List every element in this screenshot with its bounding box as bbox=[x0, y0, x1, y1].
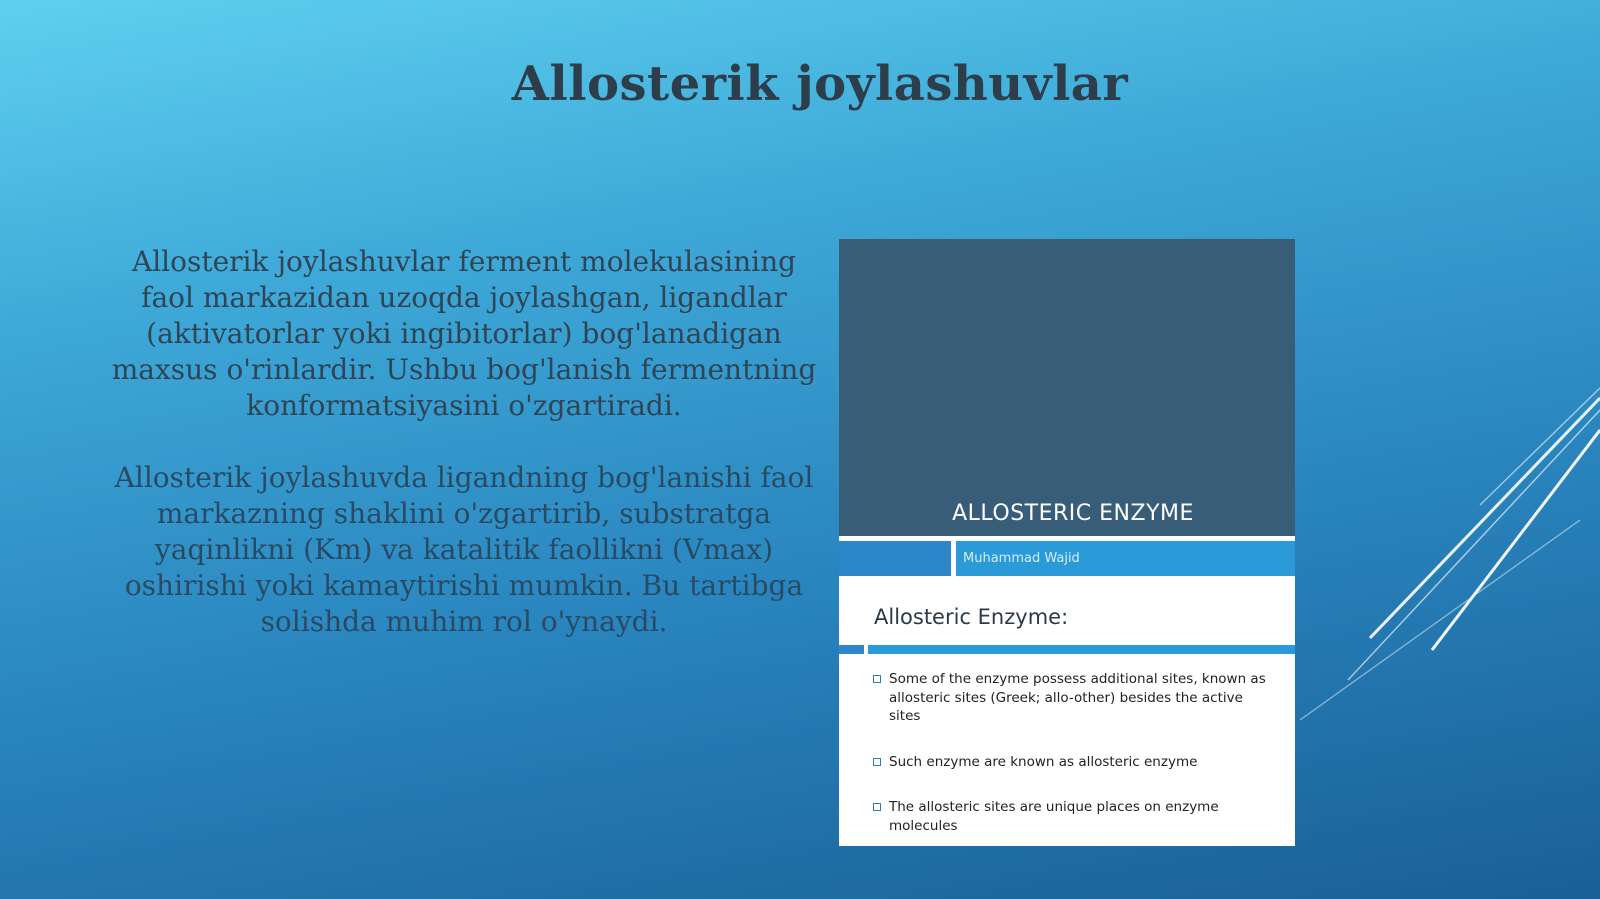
bullet-item bbox=[873, 753, 1273, 772]
embedded-subtitle: Allosteric Enzyme: bbox=[874, 605, 1069, 629]
embedded-author: Muhammad Wajid bbox=[963, 551, 1080, 566]
deco-line bbox=[1300, 520, 1580, 720]
embedded-rule-right bbox=[868, 645, 1295, 654]
square-bullet-icon bbox=[873, 675, 881, 683]
deco-line bbox=[1348, 410, 1600, 680]
paragraph-2: Allosterik joylashuvda ligandning bog'lanishi faol markazning shaklini o'zgartirib, substratga yaqinlikni (Km) va katalitik faollikni (Vmax) oshirishi yoki kamaytirishi mumkin. Bu tartibga solishda muhim rol o'ynaydi. bbox=[114, 461, 814, 638]
bullet-text: Such enzyme are known as allosteric enzyme bbox=[889, 753, 1198, 770]
slide-body-text bbox=[104, 244, 824, 676]
diagonal-lines-decoration bbox=[1280, 370, 1600, 730]
bullet-text: Some of the enzyme possess additional sites, known as allosteric sites (Greek; allo-other) besides the active sites bbox=[889, 671, 1266, 724]
embedded-bullet-list bbox=[873, 670, 1273, 846]
square-bullet-icon bbox=[873, 803, 881, 811]
bullet-text: The allosteric sites are unique places on enzyme molecules bbox=[889, 799, 1219, 834]
embedded-band-left bbox=[839, 541, 951, 576]
paragraph-1: Allosterik joylashuvlar ferment molekulasining faol markazidan uzoqda joylashgan, ligandlar (aktivatorlar yoki ingibitorlar) bog'lanadigan maxsus o'rinlardir. Ushbu bog'lanish fermentning konformatsiyasini o'zgartiradi. bbox=[111, 245, 817, 422]
deco-line bbox=[1480, 388, 1600, 505]
embedded-heading: ALLOSTERIC ENZYME bbox=[952, 501, 1194, 526]
bullet-item bbox=[873, 798, 1273, 835]
embedded-rule-left bbox=[839, 645, 864, 654]
bullet-item bbox=[873, 670, 1273, 726]
embedded-slide-image bbox=[839, 239, 1295, 846]
deco-line bbox=[1370, 398, 1600, 638]
slide-title: Allosterik joylashuvlar bbox=[511, 56, 1129, 112]
embedded-title-block bbox=[839, 239, 1295, 536]
deco-line bbox=[1432, 430, 1600, 650]
square-bullet-icon bbox=[873, 758, 881, 766]
